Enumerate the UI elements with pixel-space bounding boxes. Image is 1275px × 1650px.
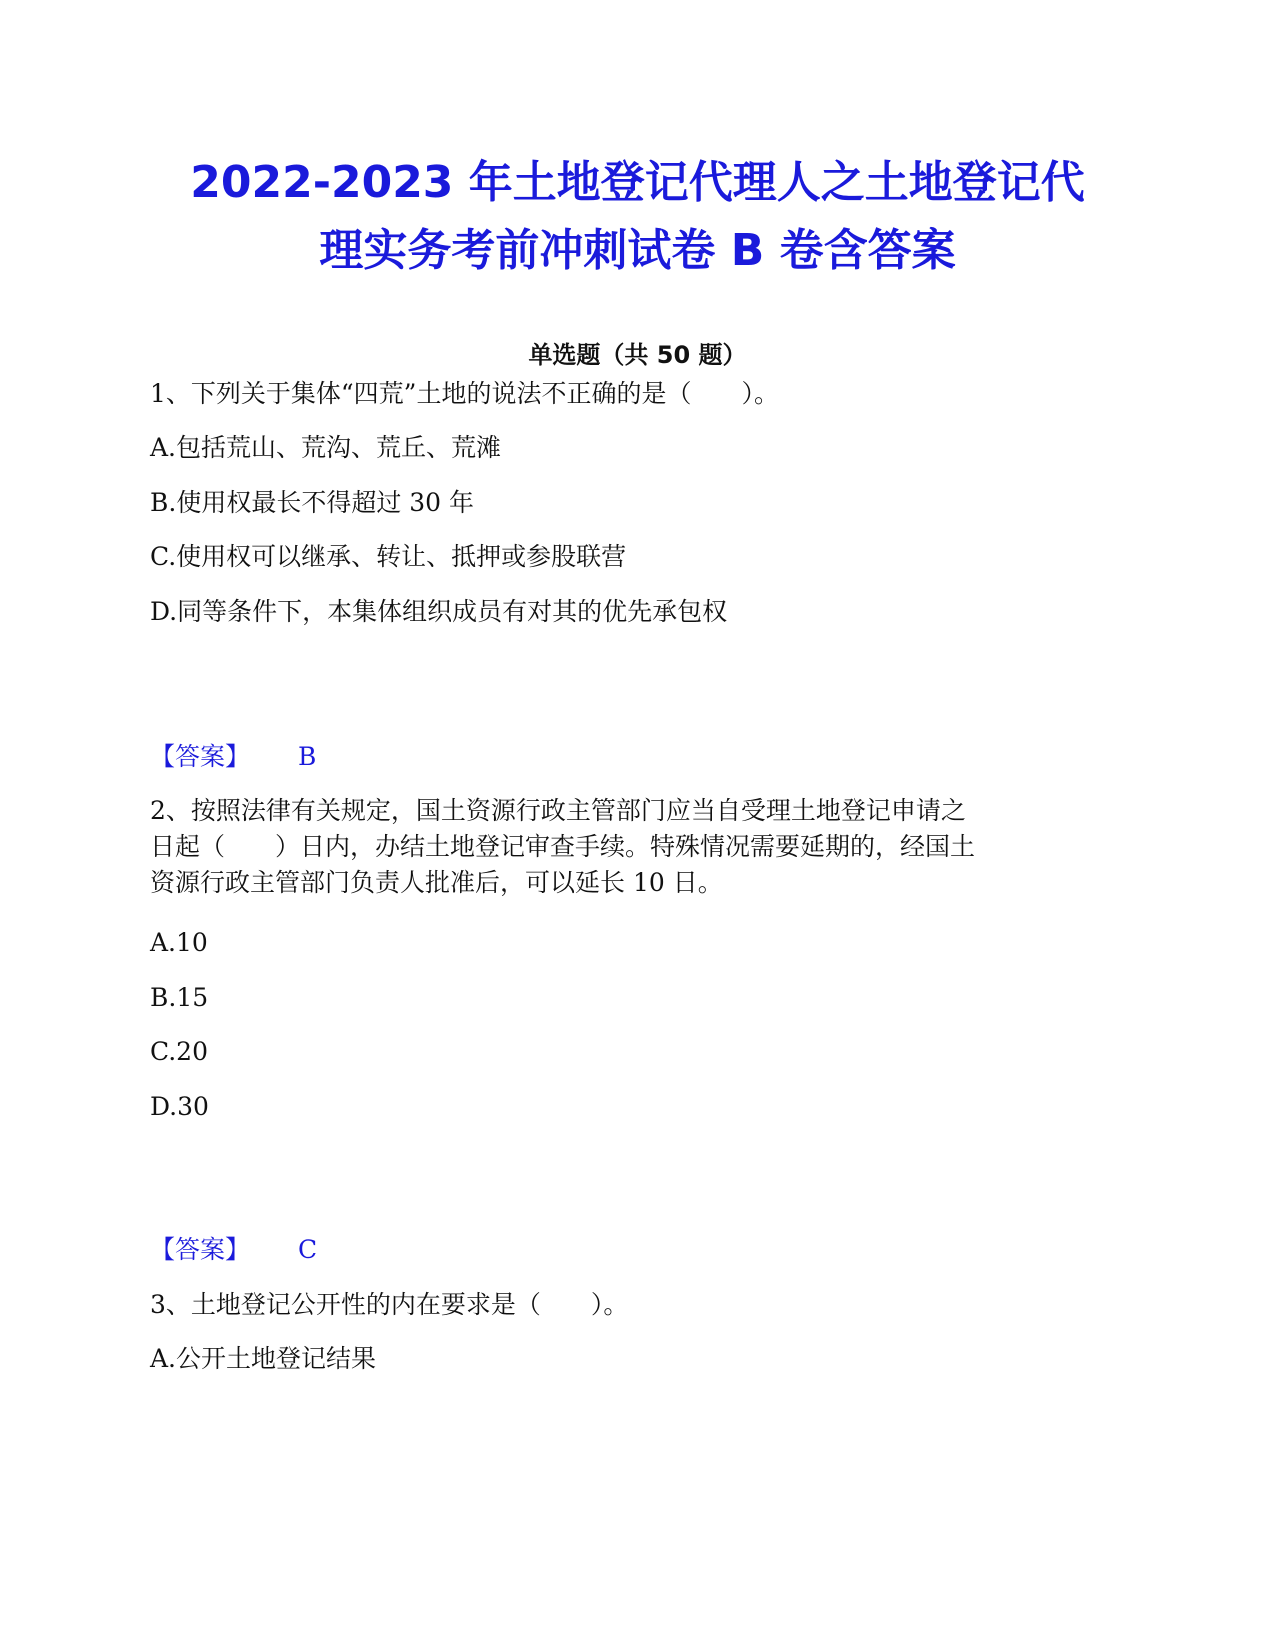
question-3-option-a: A.公开土地登记结果 [150,1344,377,1373]
document-title-line-2: 理实务考前冲刺试卷 B 卷含答案 [319,225,956,276]
question-1-option-b: B.使用权最长不得超过 30 年 [150,488,475,517]
question-2-stem-line-2: 日起（ ）日内，办结土地登记审查手续。特殊情况需要延期的，经国土 [150,832,976,861]
question-1-option-a: A.包括荒山、荒沟、荒丘、荒滩 [150,433,502,462]
question-1-option-c: C.使用权可以继承、转让、抵押或参股联营 [150,542,627,571]
question-2-option-a: A.10 [150,928,208,957]
document-title-line-1: 2022-2023 年土地登记代理人之土地登记代 [190,157,1085,208]
answer-value: C [298,1235,318,1264]
question-3-stem: 3、土地登记公开性的内在要求是（ ）。 [150,1290,629,1319]
question-2-stem-line-3: 资源行政主管部门负责人批准后，可以延长 10 日。 [150,868,723,897]
question-1-answer [150,740,316,774]
section-heading: 单选题（共 50 题） [528,341,747,369]
question-2-option-c: C.20 [150,1037,208,1066]
answer-label: 【答案】 [150,742,251,771]
question-2-option-b: B.15 [150,983,209,1012]
question-2-option-d: D.30 [150,1092,209,1121]
question-2-stem-line-1: 2、按照法律有关规定，国土资源行政主管部门应当自受理土地登记申请之 [150,796,966,825]
question-2-answer [150,1233,317,1267]
answer-value: B [298,742,317,771]
question-1-stem: 1、下列关于集体“四荒”土地的说法不正确的是（ ）。 [150,379,779,408]
answer-label: 【答案】 [150,1235,251,1264]
question-1-option-d: D.同等条件下，本集体组织成员有对其的优先承包权 [150,597,728,626]
